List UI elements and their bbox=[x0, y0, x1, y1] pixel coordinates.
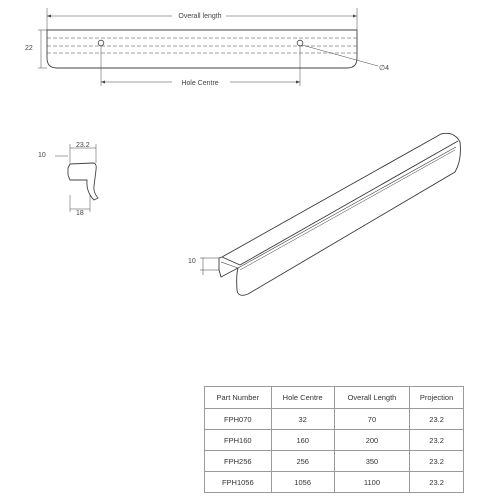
header-overall-length: Overall Length bbox=[334, 387, 409, 409]
height-label: 22 bbox=[25, 45, 33, 52]
hole-right bbox=[297, 40, 303, 46]
cell-overall-length: 200 bbox=[334, 430, 409, 451]
cell-projection: 23.2 bbox=[410, 409, 464, 430]
hole-diameter-label: ∅4 bbox=[379, 65, 389, 72]
profile-depth-label: 18 bbox=[76, 210, 84, 217]
header-projection: Projection bbox=[410, 387, 464, 409]
specification-table bbox=[204, 386, 464, 493]
cell-part-number: FPH256 bbox=[205, 451, 272, 472]
cell-part-number: FPH1056 bbox=[205, 472, 272, 493]
profile-view bbox=[55, 144, 98, 212]
header-part-number: Part Number bbox=[205, 387, 272, 409]
cell-part-number: FPH070 bbox=[205, 409, 272, 430]
hole-centre-label: Hole Centre bbox=[181, 80, 219, 87]
cell-overall-length: 70 bbox=[334, 409, 409, 430]
table-header-row bbox=[205, 387, 464, 409]
cell-projection: 23.2 bbox=[410, 430, 464, 451]
cell-overall-length: 350 bbox=[334, 451, 409, 472]
cell-projection: 23.2 bbox=[410, 451, 464, 472]
table-row bbox=[205, 451, 464, 472]
table-row bbox=[205, 430, 464, 451]
isometric-view bbox=[200, 133, 460, 295]
hole-left bbox=[98, 40, 104, 46]
cell-hole-centre: 1056 bbox=[271, 472, 334, 493]
overall-length-label: Overall length bbox=[178, 13, 222, 20]
profile-projection-label: 23.2 bbox=[76, 142, 90, 149]
cell-hole-centre: 256 bbox=[271, 451, 334, 472]
table-row bbox=[205, 472, 464, 493]
cell-overall-length: 1100 bbox=[334, 472, 409, 493]
cell-hole-centre: 32 bbox=[271, 409, 334, 430]
cell-part-number: FPH160 bbox=[205, 430, 272, 451]
iso-lip-label: 10 bbox=[188, 258, 196, 265]
cell-hole-centre: 160 bbox=[271, 430, 334, 451]
profile-lip-label: 10 bbox=[38, 152, 46, 159]
table-row bbox=[205, 409, 464, 430]
cell-projection: 23.2 bbox=[410, 472, 464, 493]
header-hole-centre: Hole Centre bbox=[271, 387, 334, 409]
